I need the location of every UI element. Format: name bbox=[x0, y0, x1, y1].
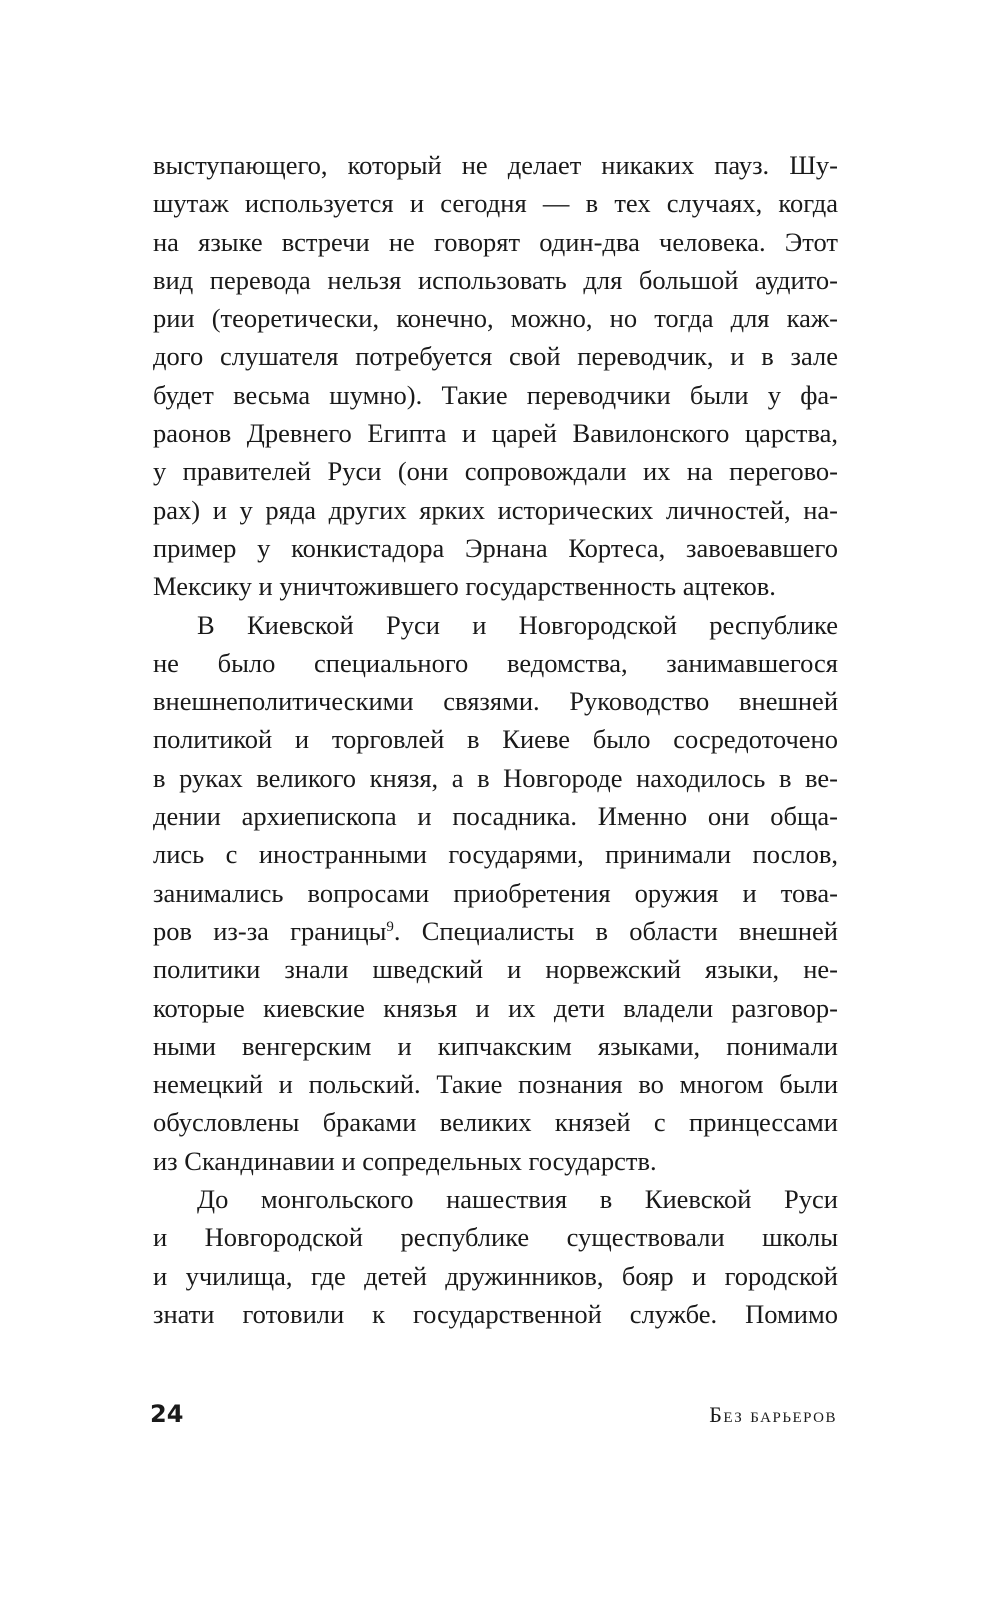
text-line: будет весьма шумно). Такие переводчики были у фа- bbox=[153, 379, 838, 410]
footnote-marker[interactable]: 9 bbox=[386, 918, 394, 935]
text-line: у правителей Руси (они сопровождали их на перегово- bbox=[153, 456, 838, 487]
text-line: рах) и у ряда других ярких исторических личностей, на- bbox=[153, 494, 838, 525]
text-line: которые киевские князья и их дети владели разговор- bbox=[153, 992, 838, 1023]
text-line: шутаж используется и сегодня — в тех случаях, когда bbox=[153, 188, 838, 219]
body-text bbox=[153, 146, 838, 1333]
text-line: пример у конкистадора Эрнана Кортеса, завоевавшего bbox=[153, 532, 838, 563]
text-line: дении архиепископа и посадника. Именно они обща- bbox=[153, 801, 838, 832]
text-line: в руках великого князя, а в Новгороде находилось в ве- bbox=[153, 762, 838, 793]
text-line: Мексику и уничтожившего государственность ацтеков. bbox=[153, 571, 776, 602]
text-line: рии (теоретически, конечно, можно, но тогда для каж- bbox=[153, 303, 838, 334]
text-line: знати готовили к государственной службе. Помимо bbox=[153, 1298, 838, 1329]
text-line: вид перевода нельзя использовать для большой аудито- bbox=[153, 264, 838, 295]
text-line: выступающего, который не делает никаких пауз. Шу- bbox=[153, 150, 838, 180]
text-line: лись с иностранными государями, принимали послов, bbox=[153, 839, 838, 870]
page-number: 24 bbox=[150, 1400, 184, 1428]
text-line: немецкий и польский. Такие познания во многом были bbox=[153, 1069, 838, 1100]
text-line: занимались вопросами приобретения оружия и това- bbox=[153, 877, 838, 908]
text-line: не было специального ведомства, занимавшегося bbox=[153, 647, 838, 678]
text-line: на языке встречи не говорят один-два человека. Этот bbox=[153, 226, 838, 257]
text-line-with-footnote bbox=[153, 912, 838, 950]
line-start: ров из-за границы bbox=[153, 915, 387, 946]
text-line: дого слушателя потребуется свой переводчик, и в зале bbox=[153, 341, 838, 372]
text-line: из Скандинавии и сопредельных государств. bbox=[153, 1145, 657, 1176]
text-line: политики знали шведский и норвежский языки, не- bbox=[153, 954, 838, 985]
text-line: обусловлены браками великих князей с принцессами bbox=[153, 1107, 838, 1138]
text-line: и Новгородской республике существовали школы bbox=[153, 1222, 838, 1253]
text-line: До монгольского нашествия в Киевской Руси bbox=[197, 1184, 838, 1215]
text-line: и училища, где детей дружинников, бояр и городской bbox=[153, 1260, 838, 1291]
text-line: внешнеполитическими связями. Руководство внешней bbox=[153, 686, 838, 717]
text-line: В Киевской Руси и Новгородской республике bbox=[197, 609, 838, 640]
running-title: Без барьеров bbox=[709, 1402, 837, 1427]
line-rest: . Специалисты в области внешней bbox=[393, 915, 838, 946]
text-line: политикой и торговлей в Киеве было сосредоточено bbox=[153, 724, 838, 755]
text-line: раонов Древнего Египта и царей Вавилонского царства, bbox=[153, 418, 838, 449]
text-line: ными венгерским и кипчакским языками, понимали bbox=[153, 1030, 838, 1061]
